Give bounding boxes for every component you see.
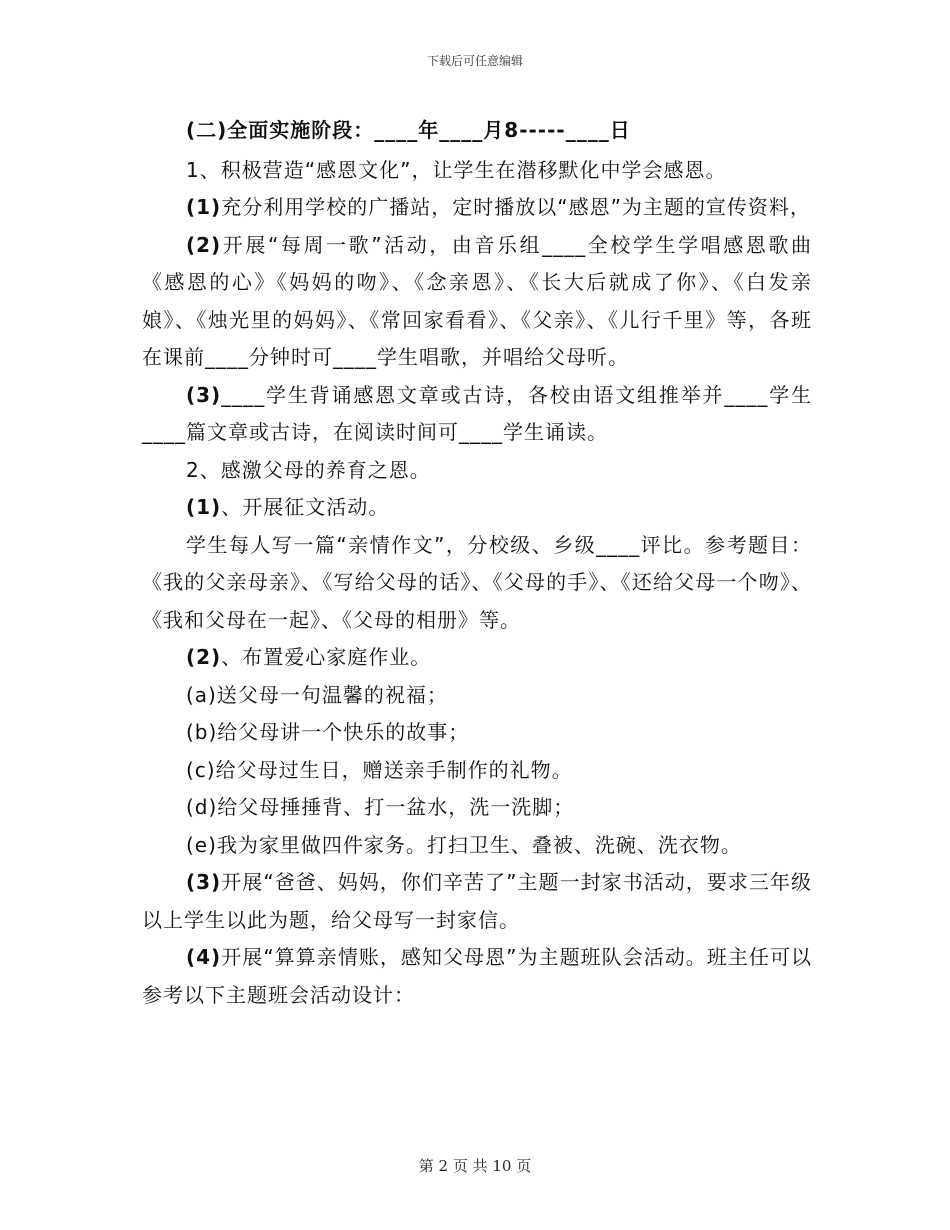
paragraph — [142, 714, 812, 752]
paragraph — [142, 677, 812, 715]
paragraph-text: (e)我为家里做四件家务。打扫卫生、叠被、洗碗、洗衣物。 — [186, 832, 742, 857]
paragraph-number: (2) — [186, 645, 222, 669]
paragraph-text: ____学生背诵感恩文章或古诗，各校由语文组推举并____学生____篇文章或古诗，在阅读时间可____学生诵读。 — [142, 382, 812, 444]
paragraph-number: (4) — [186, 945, 222, 969]
paragraph-text: 1、积极营造“感恩文化”，让学生在潜移默化中学会感恩。 — [186, 157, 727, 182]
paragraph-text: 2、感激父母的养育之恩。 — [186, 457, 431, 482]
paragraph — [142, 227, 812, 377]
paragraph — [142, 452, 812, 490]
paragraph — [142, 789, 812, 827]
paragraph-text: 学生每人写一篇“亲情作文”，分校级、乡级____评比。参考题目：《我的父亲母亲》、《写给父母的话》、《父母的手》、《还给父母一个吻》、《我和父母在一起》、《父母的相册》等。 — [142, 532, 812, 632]
page-header-note: 下载后可任意编辑 — [426, 54, 523, 68]
paragraph-text: 充分利用学校的广播站，定时播放以“感恩”为主题的宣传资料， — [221, 195, 811, 219]
paragraph — [142, 189, 812, 227]
page-footer: 第 2 页 共 10 页 — [418, 1157, 532, 1175]
paragraph-number: (1) — [186, 195, 222, 219]
paragraph — [142, 152, 812, 190]
paragraph-text: 、布置爱心家庭作业。 — [221, 645, 432, 669]
paragraph — [142, 377, 812, 452]
paragraph-text: (a)送父母一句温馨的祝福； — [186, 682, 448, 707]
section-title: (二)全面实施阶段：____年____月8-----____日 — [186, 118, 631, 142]
paragraph — [142, 752, 812, 790]
paragraph-text: (b)给父母讲一个快乐的故事； — [186, 720, 470, 744]
paragraph — [142, 827, 812, 865]
paragraph-number: (2) — [186, 232, 222, 257]
paragraph-number: (3) — [186, 382, 222, 407]
paragraph-text: 开展“爸爸、妈妈，你们辛苦了”主题一封家书活动，要求三年级以上学生以此为题，给父母写一封家信。 — [142, 870, 812, 932]
paragraph-number: (3) — [186, 870, 222, 894]
document-body — [142, 112, 812, 1014]
paragraph-text: (c)给父母过生日，赠送亲手制作的礼物。 — [186, 757, 573, 782]
paragraph-text: 开展“每周一歌”活动，由音乐组____全校学生学唱感恩歌曲《感恩的心》《妈妈的吻》、《念亲恩》、《长大后就成了你》、《白发亲娘》、《烛光里的妈妈》、《常回家看看》、《父亲》、《儿行千里》等，各班在课前____分钟时可____学生唱歌，并唱给父母听。 — [142, 232, 812, 369]
paragraph — [142, 639, 812, 677]
paragraph — [142, 939, 812, 1014]
paragraph — [142, 489, 812, 527]
paragraph-text: 开展“算算亲情账，感知父母恩”为主题班队会活动。班主任可以参考以下主题班会活动设计： — [142, 945, 812, 1007]
paragraph-text: 、开展征文活动。 — [221, 495, 390, 519]
paragraph-text: (d)给父母捶捶背、打一盆水，洗一洗脚； — [186, 795, 575, 819]
paragraph — [142, 864, 812, 939]
paragraph — [142, 527, 812, 640]
paragraph-number: (1) — [186, 495, 222, 519]
